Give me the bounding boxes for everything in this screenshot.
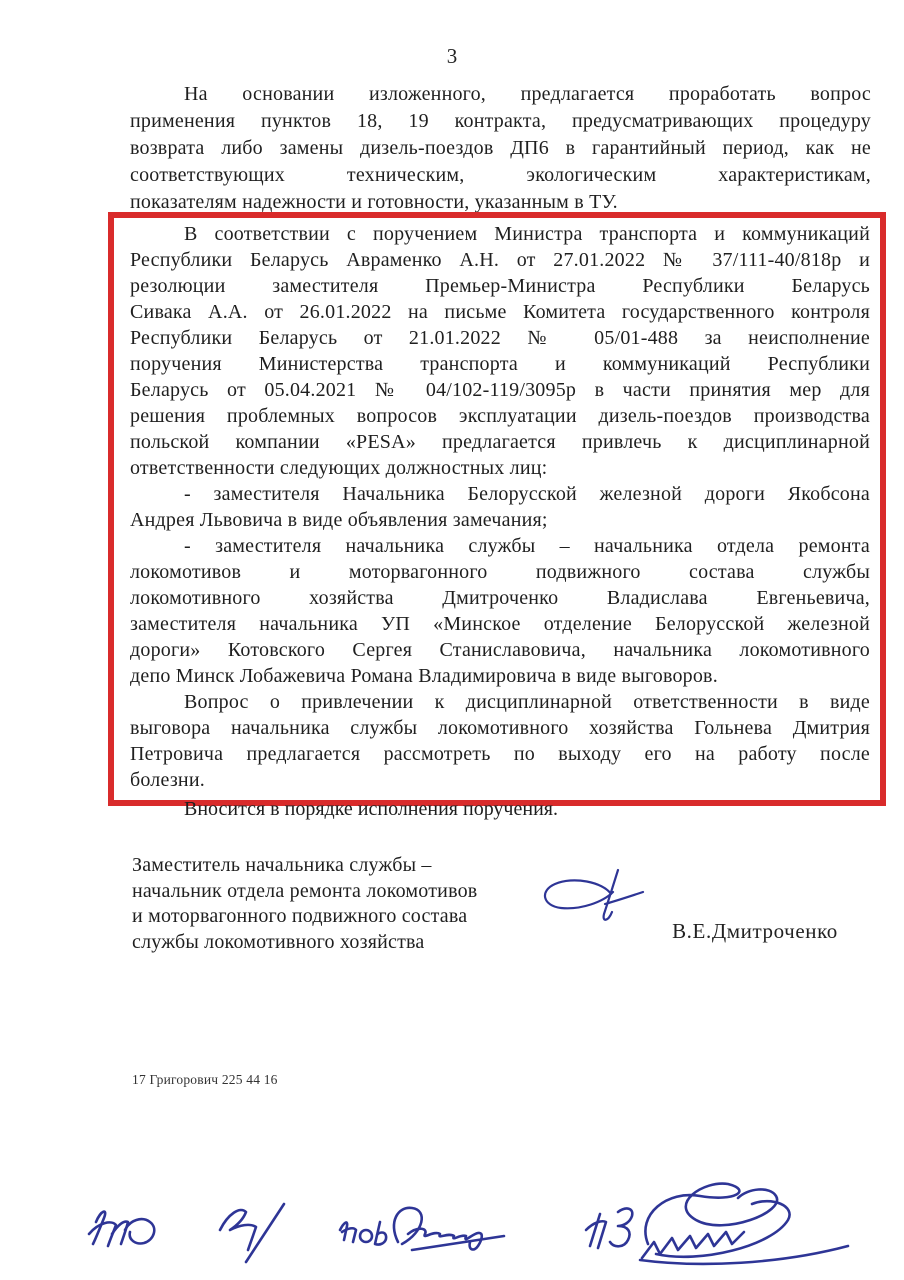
signature-title-line: службы локомотивного хозяйства	[132, 930, 425, 953]
document-line: заместителя начальника УП «Минское отделение Белорусской железной	[130, 613, 870, 635]
highlight-paragraph	[130, 481, 870, 533]
document-line: Андрея Львовича в виде объявления замечания;	[130, 509, 548, 531]
document-line: Вносится в порядке исполнения поручения.	[184, 798, 558, 820]
document-line: польской компании «PESA» предлагается привлечь к дисциплинарной	[130, 431, 870, 453]
document-line: соответствующих техническим, экологическим характеристикам,	[130, 164, 871, 186]
document-line: показателям надежности и готовности, указанным в ТУ.	[130, 191, 618, 213]
red-highlight-box	[108, 212, 886, 806]
handwritten-signature	[340, 1208, 504, 1250]
document-line: применения пунктов 18, 19 контракта, предусматривающих процедуру	[130, 110, 871, 132]
footer-reference: 17 Григорович 225 44 16	[132, 1072, 278, 1087]
document-line: Вопрос о привлечении к дисциплинарной ответственности в виде	[184, 691, 870, 713]
document-line: Петровича предлагается рассмотреть по выходу его на работу после	[130, 743, 870, 765]
handwritten-signature	[220, 1204, 284, 1262]
highlight-paragraph	[130, 221, 870, 481]
signature-title-line: Заместитель начальника службы –	[132, 854, 432, 876]
document-line: - заместителя Начальника Белорусской железной дороги Якобсона	[184, 483, 870, 505]
signature-title-line: начальник отдела ремонта локомотивов	[132, 879, 478, 902]
handwritten-signature	[586, 1184, 848, 1264]
document-line: Республики Беларусь от 21.01.2022 № 05/01-488 за неисполнение	[130, 327, 870, 349]
document-line: локомотивного хозяйства Дмитроченко Владислава Евгеньевича,	[130, 587, 870, 609]
document-line: Сивака А.А. от 26.01.2022 на письме Комитета государственного контроля	[130, 301, 870, 323]
document-line: На основании изложенного, предлагается проработать вопрос	[184, 83, 871, 105]
document-line: выговора начальника службы локомотивного хозяйства Гольнева Дмитрия	[130, 717, 870, 739]
handwritten-signatures-row	[0, 1170, 904, 1280]
closing-paragraph	[130, 796, 871, 823]
document-line: решения проблемных вопросов эксплуатации дизель-поездов производства	[130, 405, 870, 427]
document-line: резолюции заместителя Премьер-Министра Республики Беларусь	[130, 275, 870, 297]
handwritten-signature	[89, 1212, 154, 1246]
document-line: - заместителя начальника службы – начальника отдела ремонта	[184, 535, 870, 557]
document-line: ответственности следующих должностных лиц:	[130, 457, 548, 479]
signer-name: В.Е.Дмитроченко	[672, 919, 838, 943]
document-line: Республики Беларусь Авраменко А.Н. от 27.01.2022 № 37/111-40/818р и	[130, 249, 870, 271]
signature-title-line: и моторвагонного подвижного состава	[132, 905, 468, 927]
page-number: 3	[446, 44, 458, 68]
document-line: Беларусь от 05.04.2021 № 04/102-119/3095р в части принятия мер для	[130, 379, 870, 401]
signature-title-block	[132, 853, 562, 955]
document-line: поручения Министерства транспорта и коммуникаций Республики	[130, 353, 870, 375]
document-line: дороги» Котовского Сергея Станиславовича, начальника локомотивного	[130, 639, 870, 661]
highlight-paragraph	[130, 533, 870, 689]
handwritten-signature	[523, 864, 663, 930]
document-line: В соответствии с поручением Министра транспорта и коммуникаций	[184, 223, 870, 245]
document-line: локомотивов и моторвагонного подвижного состава службы	[130, 561, 870, 583]
intro-paragraph	[130, 81, 871, 216]
document-line: болезни.	[130, 769, 205, 791]
highlight-paragraph	[130, 689, 870, 793]
document-line: возврата либо замены дизель-поездов ДП6 в гарантийный период, как не	[130, 137, 871, 159]
document-line: депо Минск Лобажевича Романа Владимировича в виде выговоров.	[130, 665, 718, 687]
